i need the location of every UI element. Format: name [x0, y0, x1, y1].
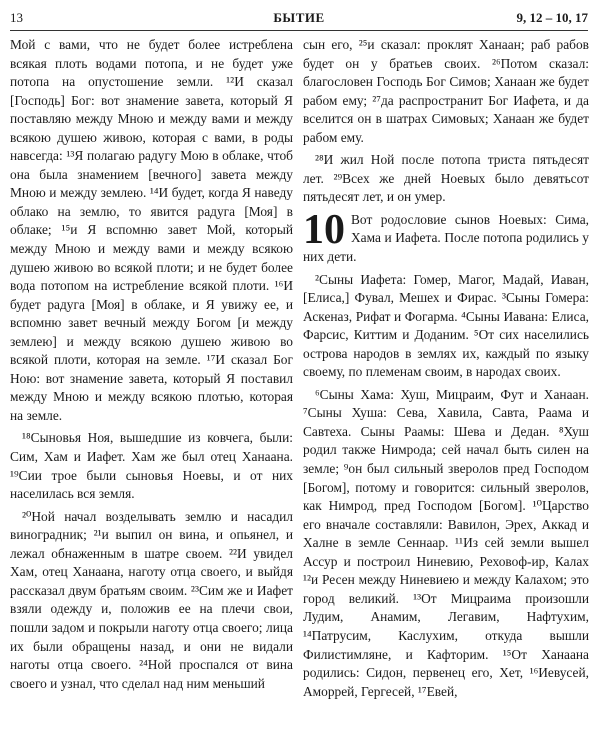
- chapter-number: 10: [303, 206, 345, 253]
- chapter-verse-reference: 9, 12 – 10, 17: [516, 10, 588, 25]
- paragraph: ⁶Сыны Хама: Хуш, Мицраим, Фут и Ханаан. ⁷Сыны Хуша: Сева, Хавила, Савта, Раама и Савтеха. Сыны Раамы: Шева и Дедан. ⁸Хуш родил также Нимрода; сей начал быть силен на земле; ⁹он был сильный зверолов пред Господом [Богом], потому и говорится: сильный зверолов, как Нимрод, пред Господом [Богом]. ¹⁰Царство его вначале составляли: Вавилон, Эрех, Аккад и Халне в земле Сеннаар. ¹¹Из сей земли вышел Ассур и построил Ниневию, Реховоф-ир, Калах ¹²и Ресен между Ниневиею и между Калахом; это город великий. ¹³От Мицраима произошли Лудим, Анамим, Легавим, Нафтухим, ¹⁴Патрусим, Каслухим, откуда вышли Филистимляне, и Кафторим. ¹⁵От Ханаана родились: Сидон, первенец его, Хет, ¹⁶Иевусей, Аморрей, Гергесей, ¹⁷Евей,: [303, 386, 589, 699]
- page-number: 13: [10, 10, 23, 25]
- paragraph: Мой с вами, что не будет более истреблена всякая плоть водами потопа, и не будет уже потопа на опустошение земли. ¹²И сказал [Господь] Бог: вот знамение завета, который Я поставляю между Мною и между вами и между всякою душею живою, которая с вами, в роды навсегда: ¹³Я полагаю радугу Мою в облаке, чтоб она была знамением [вечного] завета между Мною и между землею. ¹⁴И будет, когда Я наведу облако на землю, то явится радуга [Моя] в облаке; ¹⁵и Я вспомню завет Мой, который между Мною и между вами и между всякою душею живою во всякой плоти; и не будет более вода потопом на истребление всякой плоти. ¹⁶И будет радуга [Моя] в облаке, и Я увижу ее, и вспомню завет вечный между Богом [и между землею] и между всякою душею живою во всякой плоти, которая на земле. ¹⁷И сказал Бог Ною: вот знамение завета, который Я поставил между Мною и между всякою плотью, которая на земле.: [10, 37, 293, 423]
- paragraph: ²⁰Ной начал возделывать землю и насадил виноградник; ²¹и выпил он вина, и опьянел, и лежал обнаженным в шатре своем. ²²И увидел Хам, отец Ханаана, наготу отца своего, и выйдя рассказал двум братьям своим. ²³Сим же и Иафет взяли одежду и, положив ее на плечи свои, пошли задом и покрыли наготу отца своего; лица их были обращены назад, и они не видали наготы отца своего. ²⁴Ной проспался от вина своего и узнал, что сделал над ним меньший: [10, 508, 293, 691]
- chapter-opening-text: Вот родословие сынов Ноевых: Сима, Хама и Иафета. После потопа родились у них дети.: [303, 211, 589, 265]
- paragraph: ²Сыны Иафета: Гомер, Магог, Мадай, Иаван, [Елиса,] Фувал, Мешех и Фирас. ³Сыны Гомера: Аскеназ, Рифат и Фогарма. ⁴Сыны Иавана: Елиса, Фарсис, Киттим и Доданим. ⁵От сих населились острова народов в землях их, каждый по языку своему, по племенам своим, в народах своих.: [303, 271, 589, 380]
- right-column: [303, 36, 589, 744]
- page-header: [10, 8, 588, 31]
- book-title: БЫТИЕ: [273, 10, 325, 25]
- paragraph: сын его, ²⁵и сказал: проклят Ханаан; раб рабов будет он у братьев своих. ²⁶Потом сказал: благословен Господь Бог Симов; Ханаан же будет рабом ему; ²⁷да распространит Бог Иафета, и да вселится он в шатрах Симовых; Ханаан же будет рабом ему.: [303, 37, 589, 145]
- chapter-opening-paragraph: [303, 206, 589, 267]
- left-column: [10, 36, 293, 744]
- paragraph: ¹⁸Сыновья Ноя, вышедшие из ковчега, были: Сим, Хам и Иафет. Хам же был отец Ханаана. ¹⁹Сии трое были сыновья Ноевы, и от них населилась вся земля.: [10, 430, 293, 502]
- paragraph: ²⁸И жил Ной после потопа триста пятьдесят лет. ²⁹Всех же дней Ноевых было девятьсот пятьдесят лет, и он умер.: [303, 152, 589, 205]
